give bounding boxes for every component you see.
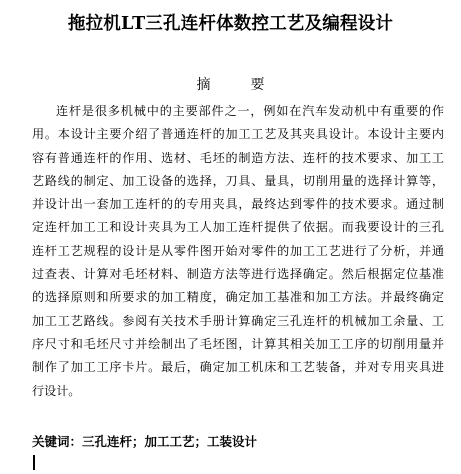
keywords-line: 关键词：三孔连杆；加工工艺；工装设计 [32, 434, 258, 449]
abstract-line: 的选择原则和所要求的加工精度，确定加工基准和加工方法。并最终确定 [32, 290, 444, 305]
text-cursor[interactable] [33, 455, 35, 470]
abstract-line: 用。本设计主要介绍了普通连杆的加工工艺及其夹具设计。本设计主要内 [32, 127, 444, 142]
abstract-line: 并设计出一套加工连杆的的专用夹具，最终达到零件的技术要求。通过制 [32, 197, 444, 212]
abstract-line: 定连杆加工工和设计夹具为工人加工连杆提供了依据。而我要设计的三孔 [32, 220, 444, 235]
document-title: 拖拉机LT三孔连杆体数控工艺及编程设计 [67, 14, 394, 34]
abstract-line: 连杆工艺规程的设计是从零件图开始对零件的加工工艺进行了分析，并通 [32, 243, 444, 258]
abstract-body [32, 100, 444, 403]
abstract-line: 加工工艺路线。参阅有关技术手册计算确定三孔连杆的机械加工余量、工 [32, 313, 444, 328]
abstract-line: 序尺寸和毛坯尺寸并绘制出了毛坯图，计算其相关加工工序的切削用量并 [32, 336, 444, 351]
abstract-line: 连杆是很多机械中的主要部件之一，例如在汽车发动机中有重要的作 [56, 104, 444, 118]
abstract-line: 艺路线的制定、加工设备的选择，刀具、量具，切削用量的选择计算等， [32, 173, 444, 188]
abstract-heading-char-1: 摘 [196, 77, 211, 93]
abstract-line: 行设计。 [32, 383, 81, 398]
abstract-line: 过查表、计算对毛坯材料、制造方法等进行选择确定。然后根据定位基准 [32, 267, 444, 282]
abstract-heading-char-2: 要 [250, 77, 265, 93]
abstract-line: 制作了加工工序卡片。最后，确定加工机床和工艺装备，并对专用夹具进 [32, 360, 444, 375]
abstract-heading [0, 74, 461, 94]
abstract-line: 容有普通连杆的作用、选材、毛坯的制造方法、连杆的技术要求、加工工 [32, 150, 444, 165]
